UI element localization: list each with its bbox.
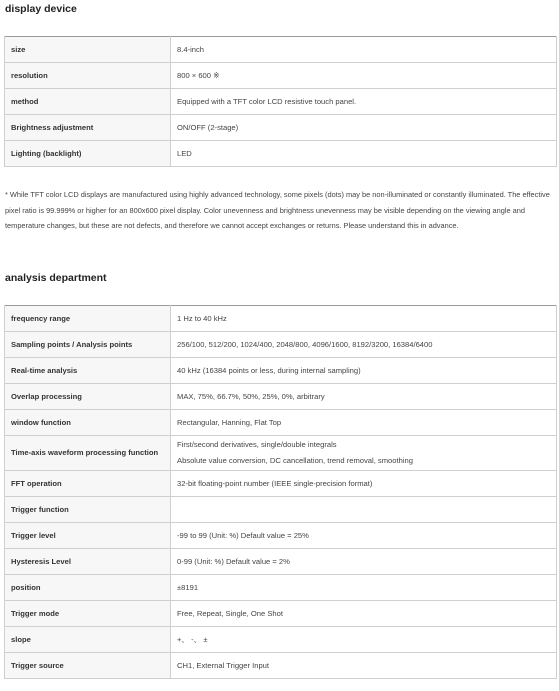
- spec-value: 0-99 (Unit: %) Default value = 2%: [171, 549, 557, 575]
- table-row: [5, 141, 557, 167]
- spec-value: -99 to 99 (Unit: %) Default value = 25%: [171, 523, 557, 549]
- spec-value: [171, 436, 557, 471]
- spec-label: frequency range: [5, 306, 171, 332]
- spec-value: CH1, External Trigger Input: [171, 653, 557, 679]
- analysis-section-title: analysis department: [5, 272, 107, 284]
- table-row: [5, 358, 557, 384]
- spec-label: Brightness adjustment: [5, 115, 171, 141]
- spec-label: size: [5, 37, 171, 63]
- spec-value: ON/OFF (2-stage): [171, 115, 557, 141]
- spec-label: FFT operation: [5, 471, 171, 497]
- spec-label: Real-time analysis: [5, 358, 171, 384]
- spec-label: Hysteresis Level: [5, 549, 171, 575]
- spec-value: 1 Hz to 40 kHz: [171, 306, 557, 332]
- spec-value: 800 × 600 ※: [171, 63, 557, 89]
- spec-value-line: Absolute value conversion, DC cancellation, trend removal, smoothing: [177, 456, 413, 465]
- table-row: [5, 306, 557, 332]
- display-disclaimer-note: * While TFT color LCD displays are manufactured using highly advanced technology, some pixels (dots) may be non-illuminated or constantly illuminated. The effective pixel ratio is 99.999% or higher for an 800x600 pixel display. Color unevenness and brightness unevenness may be visible depending on the viewing angle and temperature changes, but these are not defects, and therefore we cannot accept exchanges or returns. Please understand this in advance.: [5, 190, 550, 230]
- table-row: [5, 115, 557, 141]
- table-row: [5, 436, 557, 471]
- table-row: [5, 653, 557, 679]
- table-row: [5, 471, 557, 497]
- display-spec-table: [4, 36, 557, 167]
- spec-label: Sampling points / Analysis points: [5, 332, 171, 358]
- spec-value: 32-bit floating-point number (IEEE single-precision format): [171, 471, 557, 497]
- table-row: [5, 384, 557, 410]
- spec-value: LED: [171, 141, 557, 167]
- spec-label: Trigger function: [5, 497, 171, 523]
- spec-value: 40 kHz (16384 points or less, during internal sampling): [171, 358, 557, 384]
- spec-value-line: First/second derivatives, single/double integrals: [177, 440, 337, 449]
- spec-value: +、 -、 ±: [171, 627, 557, 653]
- spec-value: 8.4-inch: [171, 37, 557, 63]
- table-row: [5, 575, 557, 601]
- analysis-spec-table: [4, 305, 557, 679]
- spec-label: Trigger source: [5, 653, 171, 679]
- spec-label: Overlap processing: [5, 384, 171, 410]
- spec-value: Equipped with a TFT color LCD resistive touch panel.: [171, 89, 557, 115]
- table-row: [5, 63, 557, 89]
- spec-value: ±8191: [171, 575, 557, 601]
- spec-label: Trigger mode: [5, 601, 171, 627]
- spec-label: position: [5, 575, 171, 601]
- spec-label: window function: [5, 410, 171, 436]
- table-row: [5, 410, 557, 436]
- spec-label: Trigger level: [5, 523, 171, 549]
- table-row: [5, 89, 557, 115]
- spec-value: Rectangular, Hanning, Flat Top: [171, 410, 557, 436]
- spec-value: 256/100, 512/200, 1024/400, 2048/800, 4096/1600, 8192/3200, 16384/6400: [171, 332, 557, 358]
- spec-value: Free, Repeat, Single, One Shot: [171, 601, 557, 627]
- table-row: [5, 523, 557, 549]
- spec-value: [171, 497, 557, 523]
- table-row: [5, 37, 557, 63]
- table-row: [5, 549, 557, 575]
- table-row: [5, 601, 557, 627]
- spec-label: resolution: [5, 63, 171, 89]
- spec-label: slope: [5, 627, 171, 653]
- spec-label: method: [5, 89, 171, 115]
- spec-label: Time-axis waveform processing function: [5, 436, 171, 471]
- table-row: [5, 497, 557, 523]
- table-row: [5, 332, 557, 358]
- display-section-title: display device: [5, 3, 77, 15]
- spec-label: Lighting (backlight): [5, 141, 171, 167]
- spec-value: MAX, 75%, 66.7%, 50%, 25%, 0%, arbitrary: [171, 384, 557, 410]
- table-row: [5, 627, 557, 653]
